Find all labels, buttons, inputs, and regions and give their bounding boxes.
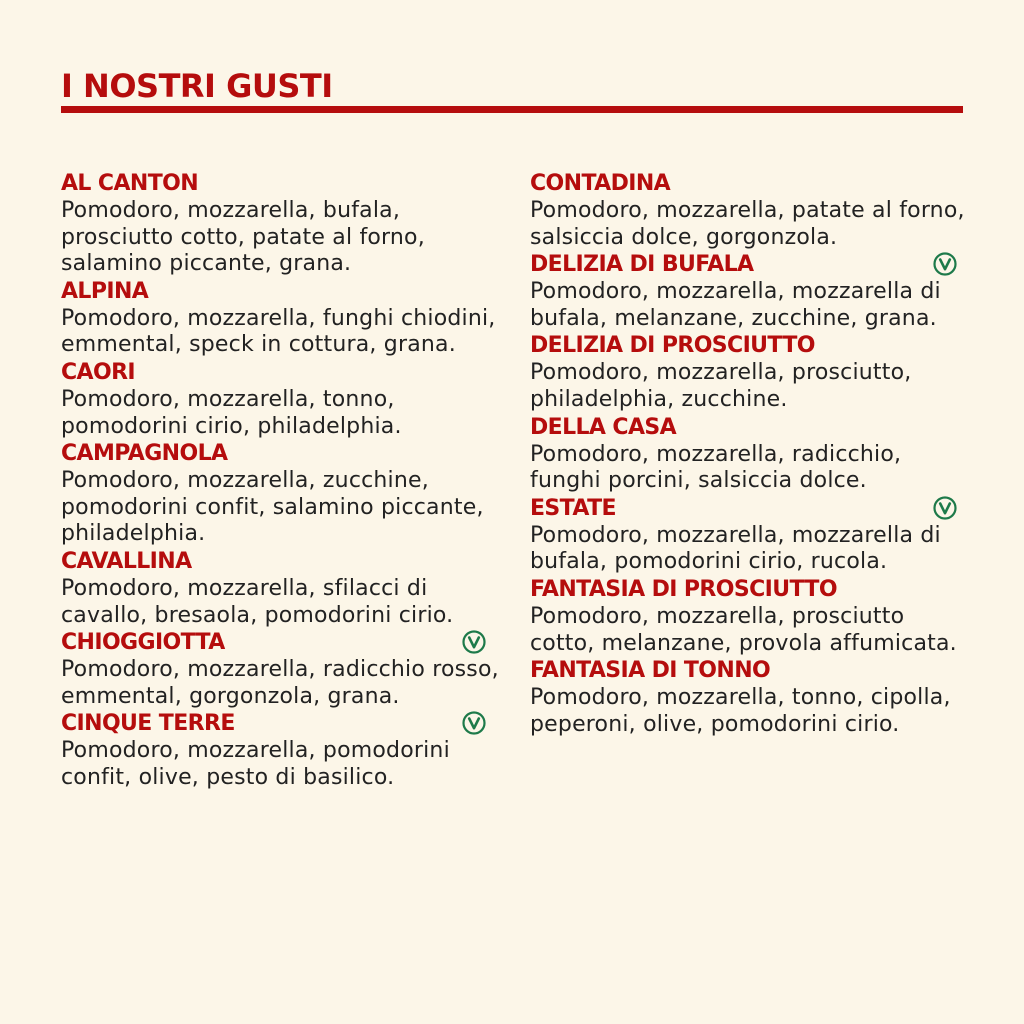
menu-item-name: FANTASIA DI PROSCIUTTO	[530, 576, 837, 602]
menu-item	[530, 576, 970, 657]
vegetarian-icon	[933, 496, 957, 520]
title-divider	[61, 106, 963, 113]
menu-item	[530, 251, 970, 332]
menu-item-name: CINQUE TERRE	[61, 711, 235, 737]
menu-item	[61, 359, 501, 440]
menu-item-name: CONTADINA	[530, 171, 671, 196]
vegetarian-icon	[933, 252, 957, 276]
menu-item	[530, 495, 970, 576]
menu-item	[530, 332, 970, 413]
menu-item-name: DELIZIA DI BUFALA	[530, 252, 754, 278]
menu-item-name: FANTASIA DI TONNO	[530, 658, 771, 684]
menu-item-name: ALPINA	[61, 278, 149, 304]
menu-item-name: CAORI	[61, 359, 136, 385]
page-title: I NOSTRI GUSTI	[61, 67, 333, 105]
menu-column-right	[530, 170, 970, 738]
menu-item	[530, 170, 970, 251]
menu-item-description: Pomodoro, mozzarella, prosciutto cotto, melanzane, provola affumicata.	[530, 603, 957, 656]
menu-item	[61, 629, 501, 710]
menu-item-description: Pomodoro, mozzarella, radicchio, funghi porcini, salsiccia dolce.	[530, 441, 902, 494]
menu-item-description: Pomodoro, mozzarella, radicchio rosso, emmental, gorgonzola, grana.	[61, 657, 499, 709]
menu-item-description: Pomodoro, mozzarella, mozzarella di bufala, melanzane, zucchine, grana.	[530, 279, 941, 331]
menu-item	[61, 710, 501, 791]
menu-item-name: ESTATE	[530, 495, 616, 521]
menu-item-name: CHIOGGIOTTA	[61, 630, 225, 656]
menu-item	[61, 548, 501, 629]
menu-item-name: DELLA CASA	[530, 414, 677, 440]
menu-item	[530, 414, 970, 495]
menu-item-name: CAVALLINA	[61, 548, 192, 574]
menu-item-description: Pomodoro, mozzarella, mozzarella di bufala, pomodorini cirio, rucola.	[530, 522, 941, 575]
menu-item-name: DELIZIA DI PROSCIUTTO	[530, 333, 815, 359]
menu-item-description: Pomodoro, mozzarella, patate al forno, salsiccia dolce, gorgonzola.	[530, 198, 965, 250]
menu-item	[530, 657, 970, 738]
menu-item-description: Pomodoro, mozzarella, prosciutto, philadelphia, zucchine.	[530, 360, 912, 412]
menu-item-description: Pomodoro, mozzarella, zucchine, pomodorini confit, salamino piccante, philadelphia.	[61, 468, 484, 547]
vegetarian-icon	[462, 630, 486, 654]
menu-item-description: Pomodoro, mozzarella, tonno, cipolla, peperoni, olive, pomodorini cirio.	[530, 685, 951, 737]
menu-item	[61, 170, 501, 278]
menu-item	[61, 278, 501, 359]
menu-item-name: CAMPAGNOLA	[61, 441, 228, 467]
menu-item-description: Pomodoro, mozzarella, tonno, pomodorini cirio, philadelphia.	[61, 386, 402, 439]
menu-item	[61, 440, 501, 548]
menu-item-description: Pomodoro, mozzarella, pomodorini confit, olive, pesto di basilico.	[61, 738, 450, 790]
menu-item-description: Pomodoro, mozzarella, bufala, prosciutto cotto, patate al forno, salamino piccante, grana.	[61, 198, 425, 277]
menu-item-description: Pomodoro, mozzarella, sfilacci di cavallo, bresaola, pomodorini cirio.	[61, 575, 454, 628]
menu-item-description: Pomodoro, mozzarella, funghi chiodini, emmental, speck in cottura, grana.	[61, 305, 496, 358]
menu-item-name: AL CANTON	[61, 171, 199, 196]
menu-column-left	[61, 170, 501, 792]
vegetarian-icon	[462, 711, 486, 735]
